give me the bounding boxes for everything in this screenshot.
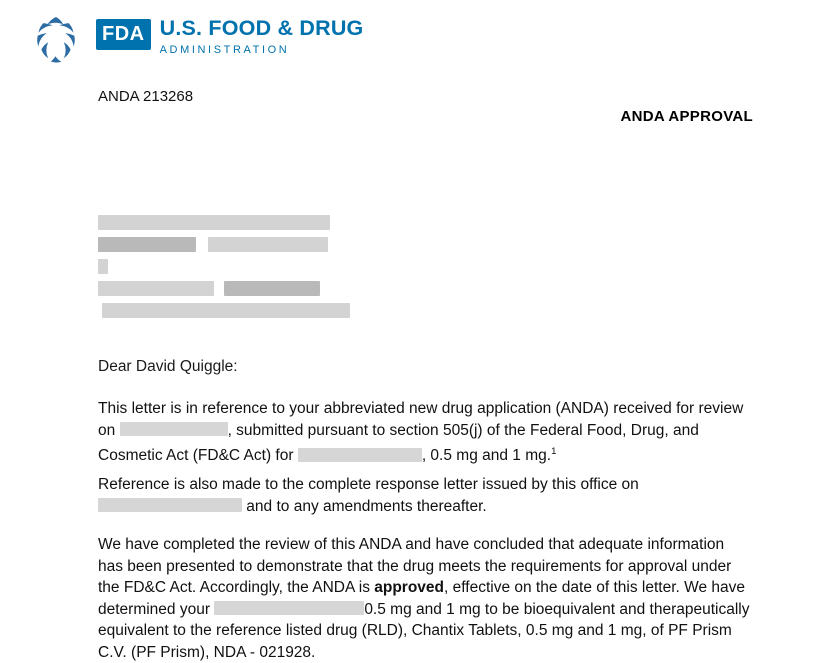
paragraph-text: and to any amendments thereafter. [242, 497, 487, 515]
footnote-marker: 1 [551, 446, 557, 457]
paragraph-text: , submitted pursuant to section 505(j) of the Federal Food, Drug, and Cosmetic Act (FD&C Act) for [98, 421, 699, 465]
redacted-line [98, 236, 428, 258]
redacted-date [98, 498, 242, 512]
redacted-drug-name [298, 448, 422, 462]
paragraph-reference [98, 398, 750, 467]
agency-subtitle: ADMINISTRATION [159, 43, 290, 56]
application-number: ANDA 213268 [98, 88, 194, 105]
approval-label: ANDA APPROVAL [620, 108, 753, 125]
paragraph-text: We have completed the review of this ANDA and have concluded that adequate information has been presented to demonstrate that the drug meets the requirements for approval under the FD&C Act. Accordingly, the ANDA is [98, 536, 732, 596]
paragraph-text: Reference is also made to the complete response letter issued by this office on [98, 476, 639, 493]
letterhead [28, 14, 363, 66]
redacted-line [98, 302, 428, 324]
agency-title: U.S. FOOD & DRUG [159, 16, 364, 40]
redacted-drug-name [214, 601, 364, 615]
redacted-date [120, 422, 228, 436]
hhs-seal-icon [28, 14, 84, 66]
redacted-line [98, 258, 428, 280]
paragraph-text: , 0.5 mg and 1 mg. [421, 447, 552, 465]
paragraph-approval [98, 534, 750, 663]
approved-keyword: approved [374, 579, 445, 596]
redacted-line [98, 214, 428, 236]
paragraph-text: This letter is in reference to your abbreviated new drug application (ANDA) received for review on [98, 400, 744, 439]
redacted-line [98, 280, 428, 302]
paragraph-complete-response [98, 474, 750, 517]
paragraph-text: 0.5 mg and 1 mg to be bioequivalent and therapeutically equivalent to the reference listed drug (RLD), Chantix Tablets, 0.5 mg and 1 mg, of PF Prism C.V. (PF Prism), NDA - 021928. [98, 600, 750, 661]
fda-logo [96, 18, 363, 56]
redacted-address-block [98, 214, 428, 324]
paragraph-text: , effective on the date of this letter. We have determined your [98, 579, 746, 618]
salutation: Dear David Quiggle: [98, 358, 238, 375]
fda-badge: FDA [96, 19, 151, 50]
